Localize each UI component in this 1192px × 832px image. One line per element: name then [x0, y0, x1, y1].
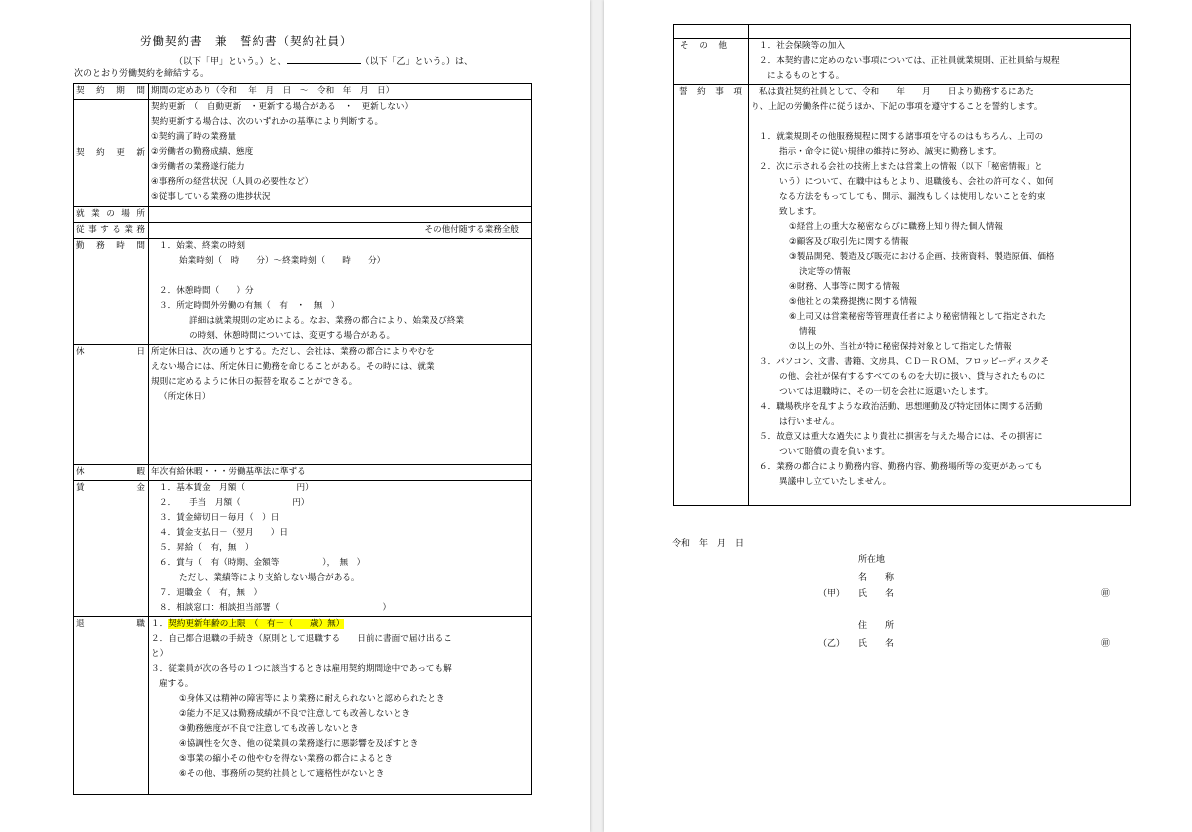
hours-line: の時刻、休憩時間については、変更する場合がある。	[189, 331, 396, 341]
renewal-line: 契約更新 （ 自動更新 ・更新する場合がある ・ 更新しない）	[151, 102, 414, 112]
retirement-line: ②能力不足又は勤務成績が不良で注意しても改善しないとき	[179, 709, 411, 719]
pledge-line: ２．次に示される会社の技術上または営業上の情報（以下「秘密情報」と	[759, 162, 1043, 172]
pledge-line: 私は貴社契約社員として、令和 年 月 日より勤務するにあた	[759, 87, 1034, 97]
pledge-line: ４．職場秩序を乱すような政治活動、思想運動及び特定団体に関する活動	[759, 402, 1043, 412]
row-leave	[74, 465, 532, 481]
label-working-hours: 勤務時間	[74, 239, 149, 345]
party-b-label: （乙）	[818, 639, 846, 649]
label-retirement: 退職	[74, 617, 149, 795]
renewal-line: ④事務所の経営状況（人員の必要性など）	[151, 177, 314, 187]
intro-party-b-text: （以下「乙」という。）は、	[360, 57, 474, 67]
value-holidays	[149, 345, 532, 465]
label-leave: 休暇	[74, 465, 149, 481]
party-b-blank	[287, 55, 361, 64]
label-pledge: 誓約事項	[674, 85, 749, 506]
renewal-line: ③労働者の業務遂行能力	[151, 162, 245, 172]
row-pledge	[674, 85, 1131, 506]
pledge-line: ６．業務の都合により勤務内容、勤務内容、勤務場所等の変更があっても	[759, 462, 1043, 472]
retirement-line: ⑥その他、事務所の契約社員として適格性がないとき	[179, 769, 385, 779]
sign-date: 令和 年 月 日	[672, 539, 745, 549]
retirement-line: ⑤事業の縮小その他やむを得ない業務の都合によるとき	[179, 754, 393, 764]
employer-company-label: 名 称	[858, 573, 895, 583]
row-working-hours	[74, 239, 532, 345]
pledge-line: いう）について、在職中はもとより、退職後も、会社の許可なく、如何	[779, 177, 1054, 187]
blank-cell	[674, 25, 749, 39]
pledge-line: は行いません。	[779, 417, 840, 427]
pledge-line	[751, 115, 1128, 130]
label-duties: 従事する業務	[74, 223, 149, 239]
wages-line: ３．賃金締切日－毎月（ ）日	[159, 513, 280, 523]
employer-seal-mark: ㊞	[1101, 589, 1111, 599]
row-duties	[74, 223, 532, 239]
pledge-line: 指示・命令に従い規律の維持に努め、誠実に勤務します。	[779, 147, 1002, 157]
renewal-line: ②労働者の勤務成績、態度	[151, 147, 254, 157]
pledge-line: ①経営上の重大な秘密ならびに職務上知り得た個人情報	[789, 222, 1003, 232]
retirement-line: 雇する。	[159, 679, 194, 689]
wages-line: ２． 手当 月額（ 円）	[159, 498, 310, 508]
value-retirement	[149, 617, 532, 795]
other-line: によるものとする。	[767, 71, 845, 81]
retirement-line: と）	[151, 649, 169, 659]
pledge-line: 異議申し立ていたしません。	[779, 477, 892, 487]
hours-line: １．始業、終業の時刻	[159, 241, 245, 251]
value-workplace	[149, 207, 532, 223]
wages-line: ５．昇給（ 有，無 ）	[159, 543, 254, 553]
label-holidays: 休日	[74, 345, 149, 465]
pledge-line: ⑦以上の外、当社が特に秘密保持対象として指定した情報	[789, 342, 1012, 352]
other-line: ２．本契約書に定めのない事項については、正社員就業規則、正社員給与規程	[759, 56, 1060, 66]
pledge-line: ついては退職時に、その一切を会社に返還いたします。	[779, 387, 994, 397]
renewal-line: 契約更新する場合は、次のいずれかの基準により判断する。	[151, 117, 384, 127]
wages-line: ４．賃金支払日－（翌月 ）日	[159, 528, 288, 538]
hours-line: ３．所定時間外労働の有無（ 有 ・ 無 ）	[159, 301, 340, 311]
retirement-line: ①身体又は精神の障害等により業務に耐えられないと認められたとき	[179, 694, 445, 704]
pledge-line: ついて賠償の責を負います。	[779, 447, 891, 457]
wages-line: １．基本賃金 月額（ 円）	[159, 483, 314, 493]
hours-line: 始業時刻（ 時 分）～終業時刻（ 時 分）	[179, 256, 386, 266]
wages-line: ８．相談窓口：相談担当部署（ ）	[159, 603, 392, 613]
pledge-line: ⑥上司又は営業秘密等管理責任者により秘密情報として指定された	[789, 312, 1046, 322]
label-contract-renewal: 契約更新	[74, 100, 149, 207]
label-wages: 賃金	[74, 481, 149, 617]
wages-line: ただし、業績等により支給しない場合がある。	[179, 573, 360, 583]
value-wages	[149, 481, 532, 617]
holidays-line: （所定休日）	[159, 392, 211, 402]
row-holidays	[74, 345, 532, 465]
wages-line: ６．賞与（ 有（時期、金額等 ）， 無 ）	[159, 558, 366, 568]
intro-line-1	[174, 55, 473, 69]
pledge-line: 情報	[799, 327, 817, 337]
renewal-line: ①契約満了時の業務量	[151, 132, 237, 142]
pledge-line: ②顧客及び取引先に関する情報	[789, 237, 909, 247]
row-workplace	[74, 207, 532, 223]
label-other: そ の 他	[674, 39, 749, 85]
party-a-label: （甲）	[818, 589, 846, 599]
row-retirement	[74, 617, 532, 795]
label-contract-period: 契約期間	[74, 84, 149, 100]
pledge-line: の他、会社が保有するすべてのものを大切に扱い、貸与されたものに	[779, 372, 1046, 382]
row-other	[674, 39, 1131, 85]
retirement-line-1: １．契約更新年齢の上限 （ 有－（ 歳）無）	[151, 619, 345, 629]
row-contract-renewal	[74, 100, 532, 207]
other-line: １．社会保険等の加入	[759, 41, 845, 51]
retirement-line: ④協調性を欠き、他の従業員の業務遂行に悪影響を及ぼすとき	[179, 739, 419, 749]
pledge-line: 致します。	[779, 207, 822, 217]
employer-name-label: 氏 名	[858, 589, 895, 599]
row-contract-period	[74, 84, 532, 100]
row-blank-top	[674, 25, 1131, 39]
value-duties: その他付随する業務全般	[149, 223, 532, 239]
holidays-line: えない場合には、所定休日に勤務を命じることがある。その時には、就業	[151, 362, 435, 372]
value-other	[749, 39, 1131, 85]
pledge-table	[673, 24, 1131, 506]
document-title: 労働契約書 兼 誓約書（契約社員）	[140, 34, 353, 48]
holidays-line: 所定休日は、次の通りとする。ただし、会社は、業務の都合によりやむを	[151, 347, 435, 357]
pledge-line: ④財務、人事等に関する情報	[789, 282, 900, 292]
row-wages	[74, 481, 532, 617]
retirement-line: ③勤務態度が不良で注意しても改善しないとき	[179, 724, 359, 734]
value-contract-renewal	[149, 100, 532, 207]
retirement-line: ２．自己都合退職の手続き（原則として退職する 日前に書面で届け出るこ	[151, 634, 452, 644]
holidays-line: 規則に定めるように休日の振替を取ることができる。	[151, 377, 358, 387]
value-contract-period: 期間の定めあり（令和 年 月 日 ～ 令和 年 月 日）	[149, 84, 532, 100]
value-pledge	[749, 85, 1131, 506]
hours-line: ２．休憩時間（ ）分	[159, 286, 254, 296]
pledge-line: 決定等の情報	[799, 267, 851, 277]
page-1	[0, 0, 590, 832]
contract-terms-table	[73, 83, 532, 795]
label-workplace: 就業の場所	[74, 207, 149, 223]
pledge-line: １．就業規則その他服務規程に関する諸事項を守るのはもちろん、上司の	[759, 132, 1044, 142]
pledge-line: なる方法をもってしても、開示、漏洩もしくは使用しないことを約束	[779, 192, 1046, 202]
intro-line-2: 次のとおり労働契約を締結する。	[74, 69, 210, 79]
retirement-line: ３．従業員が次の各号の１つに該当するときは雇用契約期間途中であっても解	[151, 664, 452, 674]
employee-residence-label: 住 所	[858, 621, 895, 631]
intro-party-a-text: （以下「甲」という。）と、	[174, 57, 287, 67]
hours-line: 詳細は就業規則の定めによる。なお、業務の都合により、始業及び終業	[189, 316, 465, 326]
pledge-line: り、上記の労働条件に従うほか、下記の事項を遵守することを誓約します。	[751, 102, 1043, 112]
highlighted-age-limit: 契約更新年齢の上限 （ 有－（ 歳）無）	[168, 619, 345, 629]
value-leave: 年次有給休暇・・・労働基準法に準ずる	[149, 465, 532, 481]
hours-line	[151, 269, 529, 284]
value-working-hours	[149, 239, 532, 345]
wages-line: ７．退職金（ 有，無 ）	[159, 588, 263, 598]
pledge-line: ５．故意又は重大な過失により貴社に損害を与えた場合には、その損害に	[759, 432, 1043, 442]
employee-name-label: 氏 名	[858, 639, 895, 649]
employer-address-label: 所在地	[858, 555, 886, 565]
page-2	[604, 0, 1192, 832]
pledge-line: ⑤他社との業務提携に関する情報	[789, 297, 918, 307]
employee-seal-mark: ㊞	[1101, 639, 1111, 649]
blank-cell	[749, 25, 1131, 39]
renewal-line: ⑤従事している業務の進捗状況	[151, 192, 271, 202]
pledge-line: ③製品開発、製造及び販売における企画、技術資料、製造原価、価格	[789, 252, 1055, 262]
pledge-line: ３．パソコン、文書、書籍、文房具、ＣＤ－ＲＯＭ、フロッピーディスクそ	[759, 357, 1050, 367]
